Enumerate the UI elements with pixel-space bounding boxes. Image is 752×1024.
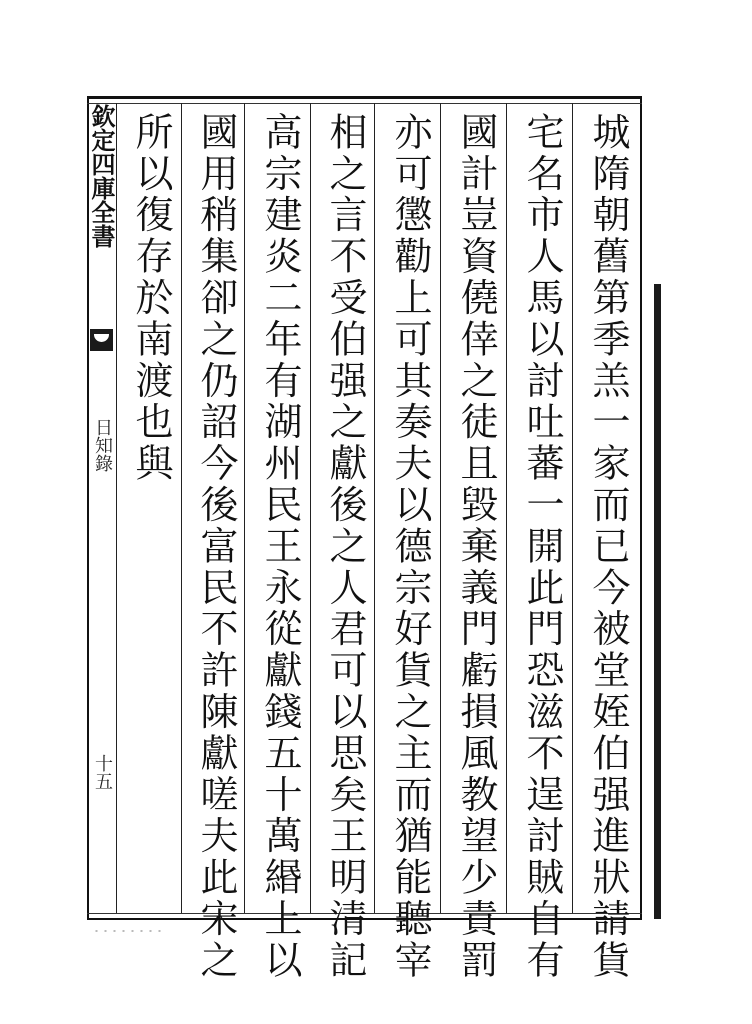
frame-top-rule <box>87 103 642 104</box>
text-column-5: 相之言不受伯强之獻後之人君可以思矣王明清記 <box>323 112 367 982</box>
fish-tail-mark <box>90 329 113 351</box>
column-rule <box>310 103 311 913</box>
right-edge-bar <box>654 284 661 919</box>
column-rule <box>374 103 375 913</box>
column-rule <box>572 103 573 913</box>
column-rule <box>181 103 182 913</box>
column-rule <box>506 103 507 913</box>
page-margin <box>88 104 115 912</box>
book-title: 欽定四庫全書 <box>87 104 116 248</box>
text-column-3: 國計豈資僥倖之徒且毀棄義門虧損風教望少責罰 <box>454 112 498 982</box>
column-rule <box>440 103 441 913</box>
text-column-4: 亦可懲勸上可其奏夫以德宗好貨之主而猶能聽宰 <box>388 112 432 982</box>
text-column-2: 宅名市人馬以討吐蕃一開此門恐滋不逞討賊自有 <box>520 112 564 982</box>
text-column-8: 所以復存於南渡也與 <box>129 112 173 485</box>
page-number: 十五 <box>92 754 113 790</box>
work-title: 日知錄 <box>92 418 113 472</box>
text-column-1: 城隋朝舊第季羔一家而已今被堂姪伯强進狀請貨 <box>586 112 630 982</box>
text-column-7: 國用稍集卻之仍詔今後富民不許陳獻嗟夫此宋之 <box>194 112 238 982</box>
text-column-6: 高宗建炎二年有湖州民王永從獻錢五十萬緡上以 <box>258 112 302 982</box>
column-rule <box>244 103 245 913</box>
column-rule <box>116 103 117 913</box>
ink-speckle <box>92 928 162 934</box>
